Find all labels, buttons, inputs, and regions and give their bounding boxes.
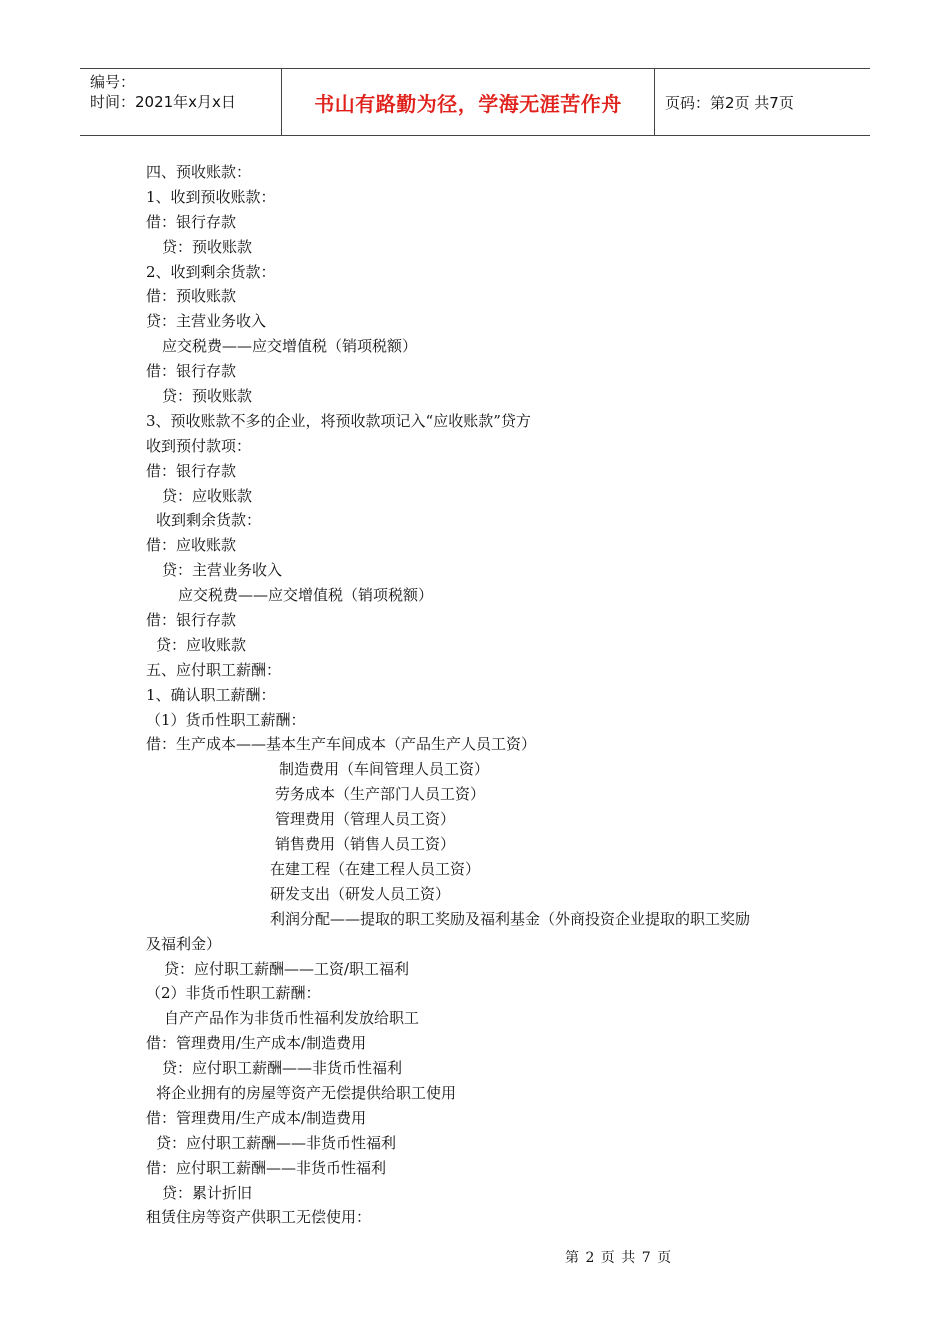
text-line: 在建工程（在建工程人员工资）: [270, 859, 481, 878]
text-line: 借：管理费用/生产成本/制造费用: [146, 1034, 367, 1053]
document-date-label: 时间：2021年x月x日: [90, 93, 236, 111]
header-page-info: 页码：第2页 共7页: [665, 93, 794, 112]
text-line: 制造费用（车间管理人员工资）: [279, 760, 490, 779]
text-line: 借：银行存款: [146, 362, 237, 381]
text-line: 贷：累计折旧: [162, 1183, 253, 1202]
text-line: 3、预收账款不多的企业，将预收款项记入“应收账款”贷方: [146, 411, 531, 430]
text-line: （2）非货币性职工薪酬：: [146, 984, 321, 1003]
text-line: 收到剩余货款：: [156, 511, 262, 530]
text-line: 贷：应收账款: [162, 486, 253, 505]
text-line: 将企业拥有的房屋等资产无偿提供给职工使用: [156, 1083, 457, 1102]
document-number-label: 编号：: [90, 73, 136, 91]
text-line: 2、收到剩余货款：: [146, 262, 276, 281]
text-line: 贷：应付职工薪酬——工资/职工福利: [164, 959, 410, 978]
text-line: 贷：预收账款: [162, 387, 253, 406]
text-line: 借：银行存款: [146, 212, 237, 231]
text-line: 收到预付款项：: [146, 436, 252, 455]
text-line: 借：生产成本——基本生产车间成本（产品生产人员工资）: [146, 735, 537, 754]
text-line: 五、应付职工薪酬：: [146, 660, 282, 679]
text-line: 借：应付职工薪酬——非货币性福利: [146, 1158, 387, 1177]
header-meta-cell: [80, 69, 282, 135]
text-line: 贷：应付职工薪酬——非货币性福利: [156, 1133, 397, 1152]
text-line: 借：银行存款: [146, 461, 237, 480]
text-line: 借：应收账款: [146, 536, 237, 555]
text-line: 借：预收账款: [146, 287, 237, 306]
text-line: 劳务成本（生产部门人员工资）: [275, 785, 486, 804]
header-motto: 书山有路勤为径，学海无涯苦作舟: [282, 69, 655, 135]
text-line: 贷：应付职工薪酬——非货币性福利: [162, 1059, 403, 1078]
text-line: 四、预收账款：: [146, 163, 252, 181]
text-line: （1）货币性职工薪酬：: [146, 710, 306, 729]
text-line: 利润分配——提取的职工奖励及福利基金（外商投资企业提取的职工奖励: [270, 909, 751, 928]
text-line: 研发支出（研发人员工资）: [270, 884, 451, 903]
text-line: 及福利金）: [146, 934, 222, 953]
text-line: 应交税费——应交增值税（销项税额）: [178, 586, 434, 605]
page-header: [80, 68, 870, 136]
text-line: 贷：预收账款: [162, 237, 253, 256]
text-line: 1、收到预收账款：: [146, 187, 276, 206]
text-line: 销售费用（销售人员工资）: [275, 835, 456, 854]
text-line: 贷：应收账款: [156, 635, 247, 654]
text-line: 1、确认职工薪酬：: [146, 685, 276, 704]
page-footer: 第 2 页 共 7 页: [565, 1250, 672, 1266]
text-line: 贷：主营业务收入: [162, 561, 283, 580]
text-line: 应交税费——应交增值税（销项税额）: [162, 337, 418, 356]
text-line: 自产产品作为非货币性福利发放给职工: [164, 1009, 420, 1028]
text-line: 借：管理费用/生产成本/制造费用: [146, 1108, 367, 1127]
text-line: 租赁住房等资产供职工无偿使用：: [146, 1208, 372, 1227]
text-line: 借：银行存款: [146, 611, 237, 630]
document-body: [146, 160, 826, 1230]
text-line: 贷：主营业务收入: [146, 312, 267, 331]
text-line: 管理费用（管理人员工资）: [275, 810, 456, 829]
